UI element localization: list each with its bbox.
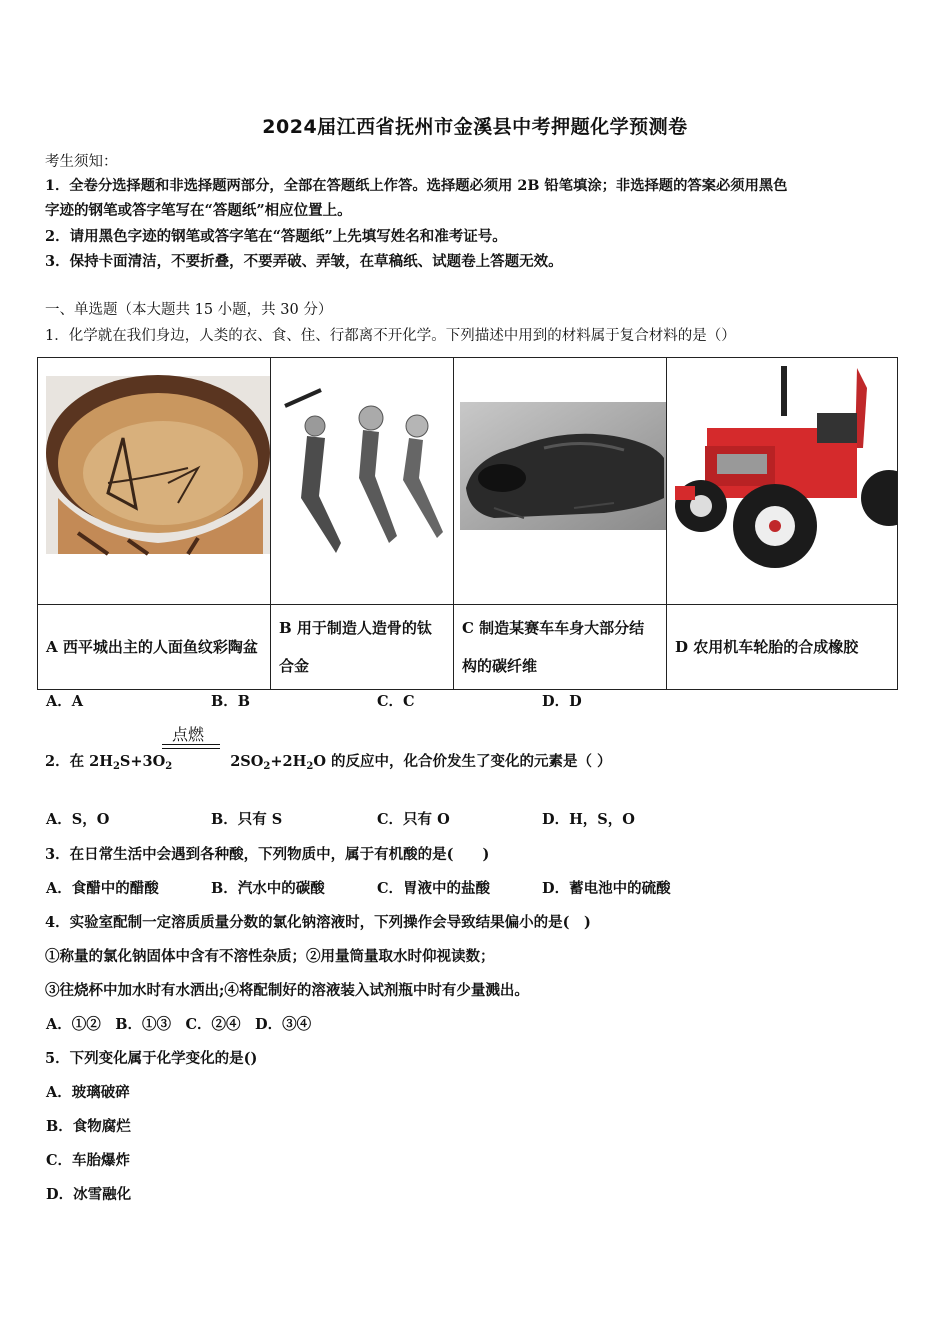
q3-option-b[interactable]: B．汽水中的碳酸 (211, 880, 325, 897)
q2-suffix: O 的反应中，化合价发生了变化的元素是（ ） (313, 753, 612, 770)
q1-option-c[interactable]: C．C (377, 693, 415, 710)
q1-image-cell-a (38, 358, 271, 605)
q2-stem (45, 752, 612, 772)
q1-options-table (37, 357, 898, 690)
q2-right-eq2: +2H (270, 753, 307, 770)
q2-option-a[interactable]: A．S，O (46, 811, 110, 828)
q2-sub: 2 (263, 761, 271, 772)
q5-option-c[interactable]: C．车胎爆炸 (46, 1152, 131, 1169)
q4-line-1: ①称量的氯化钠固体中含有不溶性杂质；②用量筒量取水时仰视读数； (45, 948, 495, 965)
q1-caption-b: B 用于制造人造骨的钛合金 (271, 605, 454, 690)
q1-image-cell-d (667, 358, 898, 605)
q1-caption-a: A 西平城出主的人面鱼纹彩陶盆 (38, 605, 271, 690)
q2-sub: 2 (306, 761, 314, 772)
q1-caption-d: D 农用机车轮胎的合成橡胶 (667, 605, 898, 690)
tractor-image (667, 358, 897, 604)
q3-stem: 3．在日常生活中会遇到各种酸，下列物质中，属于有机酸的是( ) (45, 846, 490, 863)
q2-arrow-line-bottom (162, 748, 220, 749)
q1-image-cell-b (271, 358, 454, 605)
q1-image-cell-c (454, 358, 667, 605)
q2-option-c[interactable]: C．只有 O (377, 811, 450, 828)
q2-option-b[interactable]: B．只有 S (211, 811, 283, 828)
q5-option-a[interactable]: A．玻璃破碎 (46, 1084, 130, 1101)
q5-stem: 5．下列变化属于化学变化的是() (45, 1050, 258, 1067)
q2-option-d[interactable]: D．H，S，O (542, 811, 635, 828)
q2-condition: 点燃 (172, 725, 205, 744)
notice-heading: 考生须知： (45, 154, 118, 170)
notice-line-1b: 字迹的钢笔或答字笔写在“答题纸”相应位置上。 (45, 202, 352, 219)
q2-sub: 2 (112, 761, 120, 772)
q1-option-b[interactable]: B．B (211, 693, 251, 710)
q5-option-d[interactable]: D．冰雪融化 (46, 1186, 132, 1203)
q2-arrow-line-top (162, 744, 220, 745)
q4-options[interactable]: A．①② B．①③ C．②④ D．③④ (46, 1016, 312, 1033)
notice-line-1a: 1．全卷分选择题和非选择题两部分，全部在答题纸上作答。选择题必须用 2B 铅笔填涂；非选择题的答案必须用黑色 (45, 178, 788, 194)
q1-option-d[interactable]: D．D (542, 693, 582, 710)
page-title: 2024届江西省抚州市金溪县中考押题化学预测卷 (262, 116, 688, 138)
q1-option-a[interactable]: A．A (46, 693, 84, 710)
carbon-fiber-car-image (454, 358, 666, 604)
q1-caption-c: C 制造某赛车车身大部分结构的碳纤维 (454, 605, 667, 690)
q2-right-eq: 2SO (230, 753, 264, 770)
q2-prefix: 2．在 2H (45, 753, 113, 770)
q4-stem: 4．实验室配制一定溶质质量分数的氯化钠溶液时，下列操作会导致结果偏小的是( ) (45, 914, 591, 931)
section-heading: 一、单选题（本大题共 15 小题，共 30 分） (45, 302, 333, 318)
q1-stem: 1．化学就在我们身边，人类的衣、食、住、行都离不开化学。下列描述中用到的材料属于复合材料的是（） (45, 328, 736, 344)
pottery-bowl-image (38, 358, 270, 604)
notice-line-2: 2．请用黑色字迹的钢笔或答字笔在“答题纸”上先填写姓名和准考证号。 (45, 228, 507, 245)
q2-left-eq: S+3O (119, 753, 166, 770)
q3-option-d[interactable]: D．蓄电池中的硫酸 (542, 880, 671, 897)
q5-option-b[interactable]: B．食物腐烂 (46, 1118, 131, 1135)
q3-option-c[interactable]: C．胃液中的盐酸 (377, 880, 491, 897)
q2-sub: 2 (165, 761, 173, 772)
q4-line-2: ③往烧杯中加水时有水洒出;④将配制好的溶液装入试剂瓶中时有少量溅出。 (45, 982, 529, 999)
q3-option-a[interactable]: A．食醋中的醋酸 (46, 880, 159, 897)
titanium-bone-image (271, 358, 453, 604)
notice-line-3: 3．保持卡面清洁，不要折叠，不要弄破、弄皱，在草稿纸、试题卷上答题无效。 (45, 253, 563, 270)
